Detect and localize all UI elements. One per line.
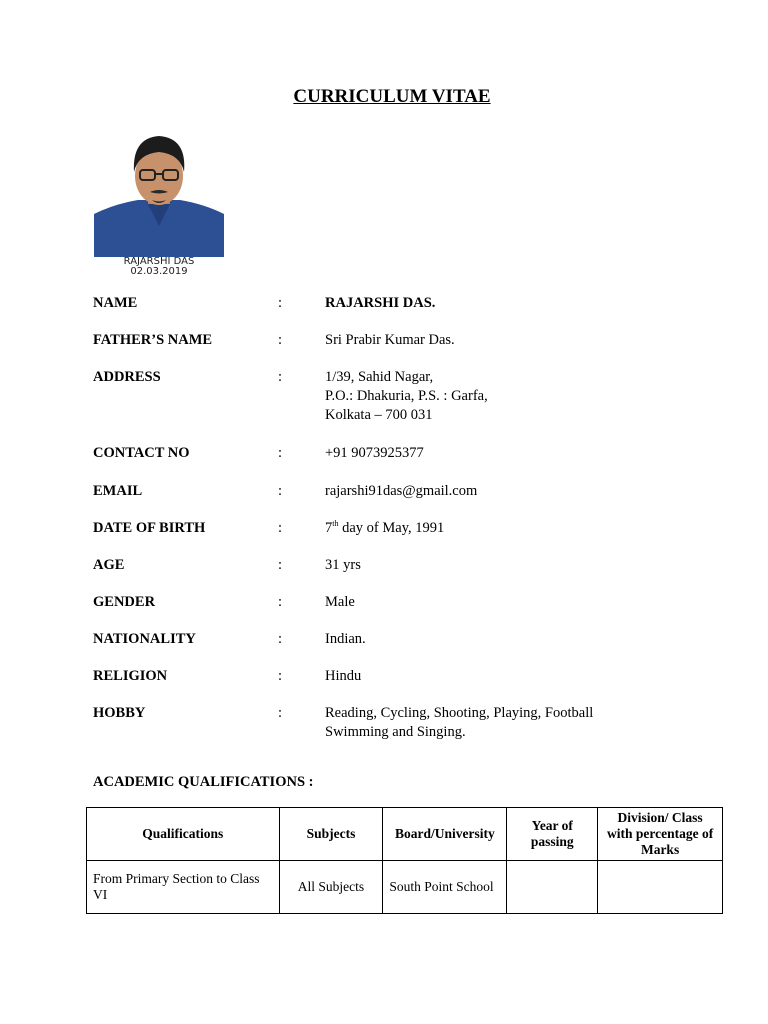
address-line: P.O.: Dhakuria, P.S. : Garfa, [325,388,488,404]
contact-colon: : [278,445,283,461]
email-colon: : [278,483,283,499]
document-title: CURRICULUM VITAE [293,86,491,107]
age-label: AGE [93,557,125,573]
address-line: 1/39, Sahid Nagar, [325,369,434,385]
photo-caption [94,257,224,277]
religion-colon: : [278,668,283,684]
nationality-colon: : [278,631,283,647]
dob-day-suffix: th [332,519,339,528]
religion-value: Hindu [325,668,362,684]
dob-value [325,519,444,538]
dob-rest: day of May, 1991 [338,520,445,536]
religion-label: RELIGION [93,668,168,684]
name-label: NAME [93,295,138,311]
email-label: EMAIL [93,483,143,499]
profile-photo-block [94,130,224,280]
age-colon: : [278,557,283,573]
email-value: rajarshi91das@gmail.com [325,483,478,499]
dob-day: 7 [325,520,333,536]
cell-subjects: All Subjects [279,861,383,914]
cell-division-class [598,861,723,914]
age-value: 31 yrs [325,557,361,573]
nationality-label: NATIONALITY [93,631,196,647]
nationality-value: Indian. [325,631,366,647]
address-line: Kolkata – 700 031 [325,407,433,423]
hobby-label: HOBBY [93,705,146,721]
name-colon: : [278,295,283,311]
dob-label: DATE OF BIRTH [93,520,206,536]
gender-value: Male [325,594,355,610]
cell-qualification: From Primary Section to Class VI [87,861,280,914]
table-header-row [87,808,723,861]
hobby-colon: : [278,705,283,721]
contact-value: +91 9073925377 [325,445,424,461]
address-colon: : [278,369,283,385]
header-subjects: Subjects [279,808,383,861]
father-name-label: FATHER’S NAME [93,332,213,348]
header-qualifications: Qualifications [87,808,280,861]
photo-caption-name: RAJARSHI DAS [123,256,195,267]
contact-label: CONTACT NO [93,445,190,461]
gender-label: GENDER [93,594,156,610]
cell-year-of-passing [507,861,598,914]
father-name-colon: : [278,332,283,348]
address-value [325,368,488,425]
gender-colon: : [278,594,283,610]
table-row [87,861,723,914]
hobby-line: Reading, Cycling, Shooting, Playing, Football [325,705,594,721]
hobby-line: Swimming and Singing. [325,724,466,740]
name-value: RAJARSHI DAS. [325,295,436,311]
photo-caption-date: 02.03.2019 [130,266,188,277]
cell-board-university: South Point School [383,861,507,914]
father-name-value: Sri Prabir Kumar Das. [325,332,455,348]
academic-heading: ACADEMIC QUALIFICATIONS : [93,774,314,790]
header-division-class: Division/ Class with percentage of Marks [598,808,723,861]
profile-photo [94,130,224,257]
academic-table [86,807,723,914]
header-board-university: Board/University [383,808,507,861]
address-label: ADDRESS [93,369,161,385]
dob-colon: : [278,520,283,536]
hobby-value [325,704,593,742]
header-year-of-passing: Year of passing [507,808,598,861]
